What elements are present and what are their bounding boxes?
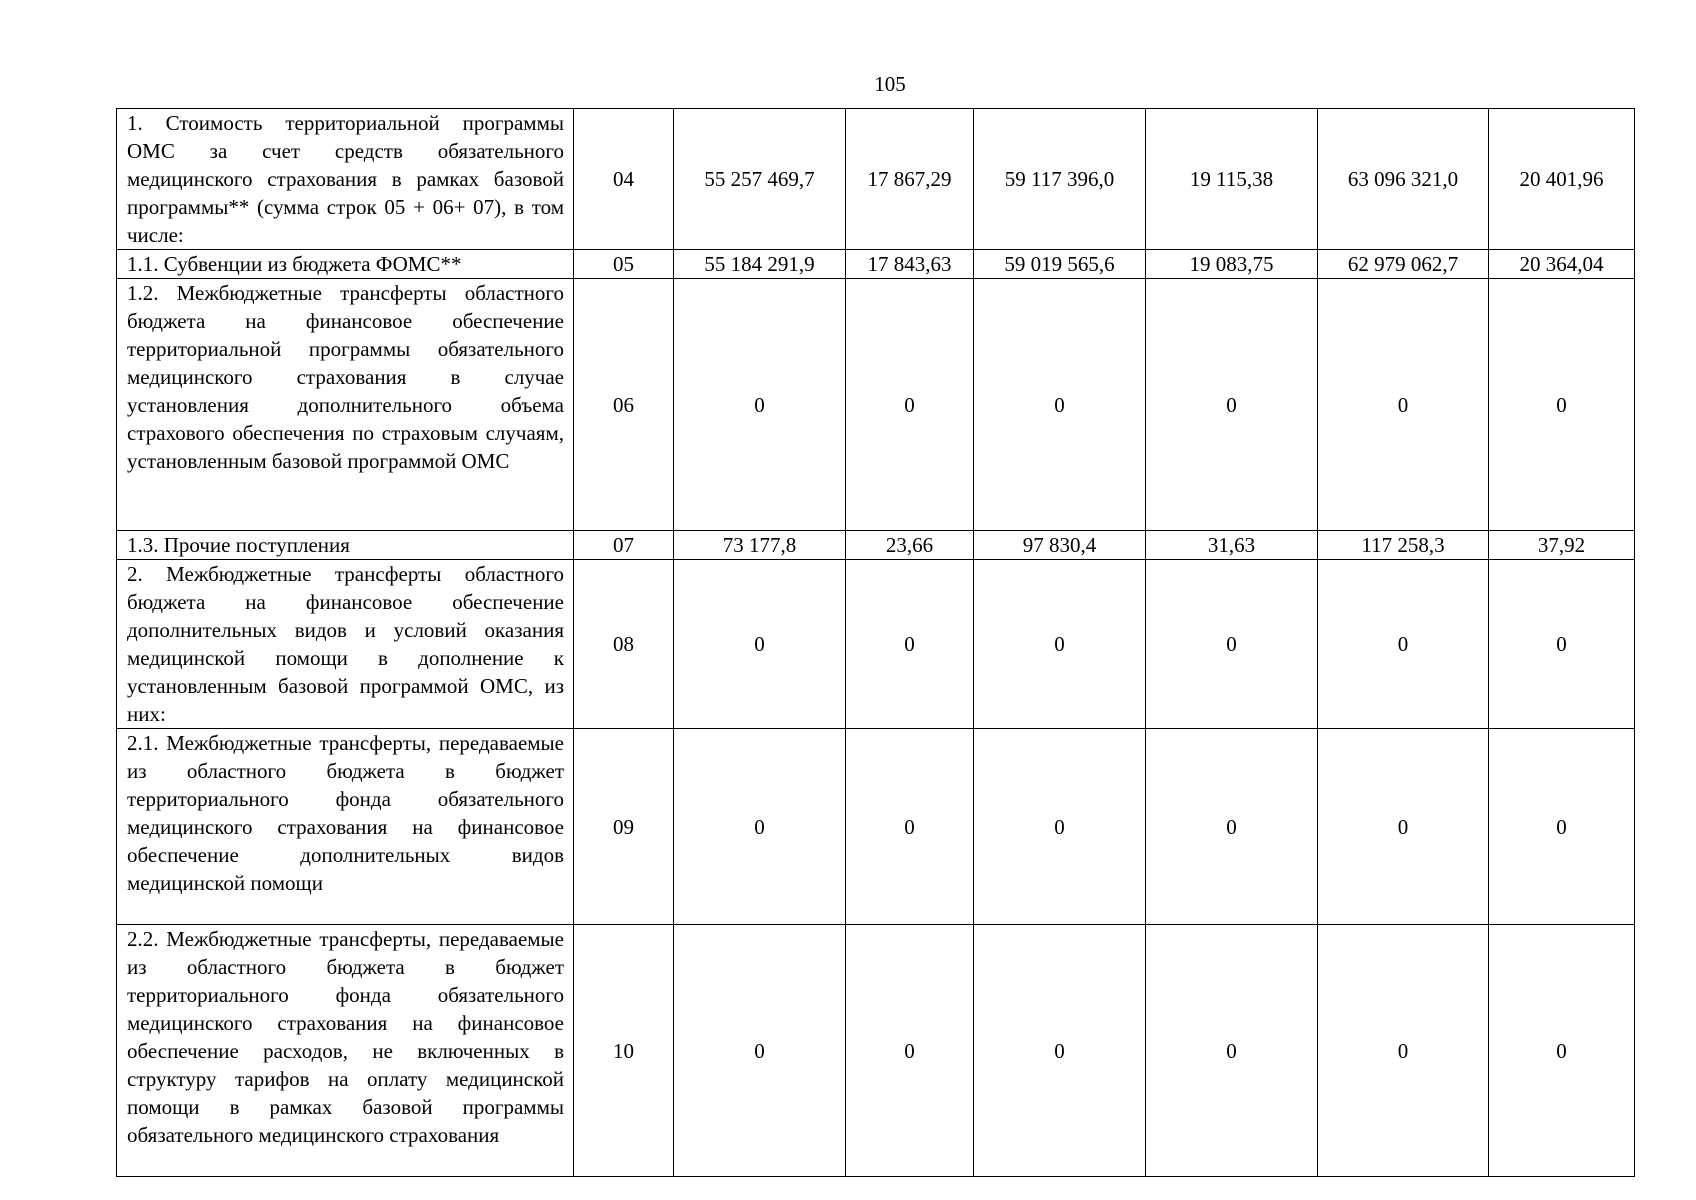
table-cell: 19 083,75: [1146, 250, 1318, 279]
table-cell: 0: [674, 560, 846, 729]
table-cell: 117 258,3: [1318, 531, 1489, 560]
row-description: 2.1. Межбюджетные трансферты, передаваемые из областного бюджета в бюджет территориального фонда обязательного медицинского страхования на финансовое обеспечение дополнительных видов медицинской помощи: [117, 729, 574, 925]
table-cell: 0: [1489, 560, 1635, 729]
table-cell: 0: [1489, 729, 1635, 925]
table-cell: 0: [1318, 279, 1489, 531]
table-cell: 0: [846, 925, 974, 1177]
row-description: 1.3. Прочие поступления: [117, 531, 574, 560]
table-cell: 97 830,4: [974, 531, 1146, 560]
table-cell: 0: [1489, 925, 1635, 1177]
table-cell: 55 257 469,7: [674, 109, 846, 250]
table-cell: 0: [674, 729, 846, 925]
table-cell: 20 364,04: [1489, 250, 1635, 279]
table-cell: 62 979 062,7: [1318, 250, 1489, 279]
table-cell: 0: [1318, 729, 1489, 925]
table-cell: 0: [1146, 925, 1318, 1177]
table-cell: 0: [846, 560, 974, 729]
table-cell: 0: [974, 279, 1146, 531]
table-row: [117, 925, 1635, 1177]
row-description: 1. Стоимость территориальной программы ОМС за счет средств обязательного медицинского страхования в рамках базовой программы** (сумма строк 05 + 06+ 07), в том числе:: [117, 109, 574, 250]
table-cell: 19 115,38: [1146, 109, 1318, 250]
table-row: [117, 560, 1635, 729]
table-row: [117, 109, 1635, 250]
table-row: [117, 531, 1635, 560]
table-cell: 0: [974, 729, 1146, 925]
table-cell: 0: [1318, 925, 1489, 1177]
table-cell: 0: [846, 729, 974, 925]
table-cell: 23,66: [846, 531, 974, 560]
table-cell: 59 019 565,6: [974, 250, 1146, 279]
table-cell: 31,63: [1146, 531, 1318, 560]
row-code: 05: [574, 250, 674, 279]
budget-table: [116, 108, 1635, 1177]
row-description: 2.2. Межбюджетные трансферты, передаваемые из областного бюджета в бюджет территориального фонда обязательного медицинского страхования на финансовое обеспечение расходов, не включенных в структуру тарифов на оплату медицинской помощи в рамках базовой программы обязательного медицинского страхования: [117, 925, 574, 1177]
row-code: 04: [574, 109, 674, 250]
table-cell: 59 117 396,0: [974, 109, 1146, 250]
table-cell: 0: [974, 560, 1146, 729]
row-code: 09: [574, 729, 674, 925]
table-row: [117, 729, 1635, 925]
row-code: 07: [574, 531, 674, 560]
row-description: 1.2. Межбюджетные трансферты областного бюджета на финансовое обеспечение территориальной программы обязательного медицинского страхования в случае установления дополнительного объема страхового обеспечения по страховым случаям, установленным базовой программой ОМС: [117, 279, 574, 531]
table-row: [117, 279, 1635, 531]
table-cell: 0: [674, 279, 846, 531]
table-cell: 17 867,29: [846, 109, 974, 250]
row-code: 06: [574, 279, 674, 531]
table-cell: 0: [1146, 729, 1318, 925]
page-number: 105: [874, 72, 906, 96]
table-cell: 63 096 321,0: [1318, 109, 1489, 250]
table-cell: 37,92: [1489, 531, 1635, 560]
table-cell: 55 184 291,9: [674, 250, 846, 279]
table-cell: 0: [1146, 279, 1318, 531]
table-cell: 0: [1489, 279, 1635, 531]
table-cell: 0: [846, 279, 974, 531]
table-cell: 0: [974, 925, 1146, 1177]
table-cell: 0: [674, 925, 846, 1177]
table-cell: 0: [1318, 560, 1489, 729]
table-cell: 0: [1146, 560, 1318, 729]
table-cell: 17 843,63: [846, 250, 974, 279]
table-cell: 20 401,96: [1489, 109, 1635, 250]
row-code: 08: [574, 560, 674, 729]
row-description: 1.1. Субвенции из бюджета ФОМС**: [117, 250, 574, 279]
row-code: 10: [574, 925, 674, 1177]
row-description: 2. Межбюджетные трансферты областного бюджета на финансовое обеспечение дополнительных видов и условий оказания медицинской помощи в дополнение к установленным базовой программой ОМС, из них:: [117, 560, 574, 729]
table-row: [117, 250, 1635, 279]
table-cell: 73 177,8: [674, 531, 846, 560]
